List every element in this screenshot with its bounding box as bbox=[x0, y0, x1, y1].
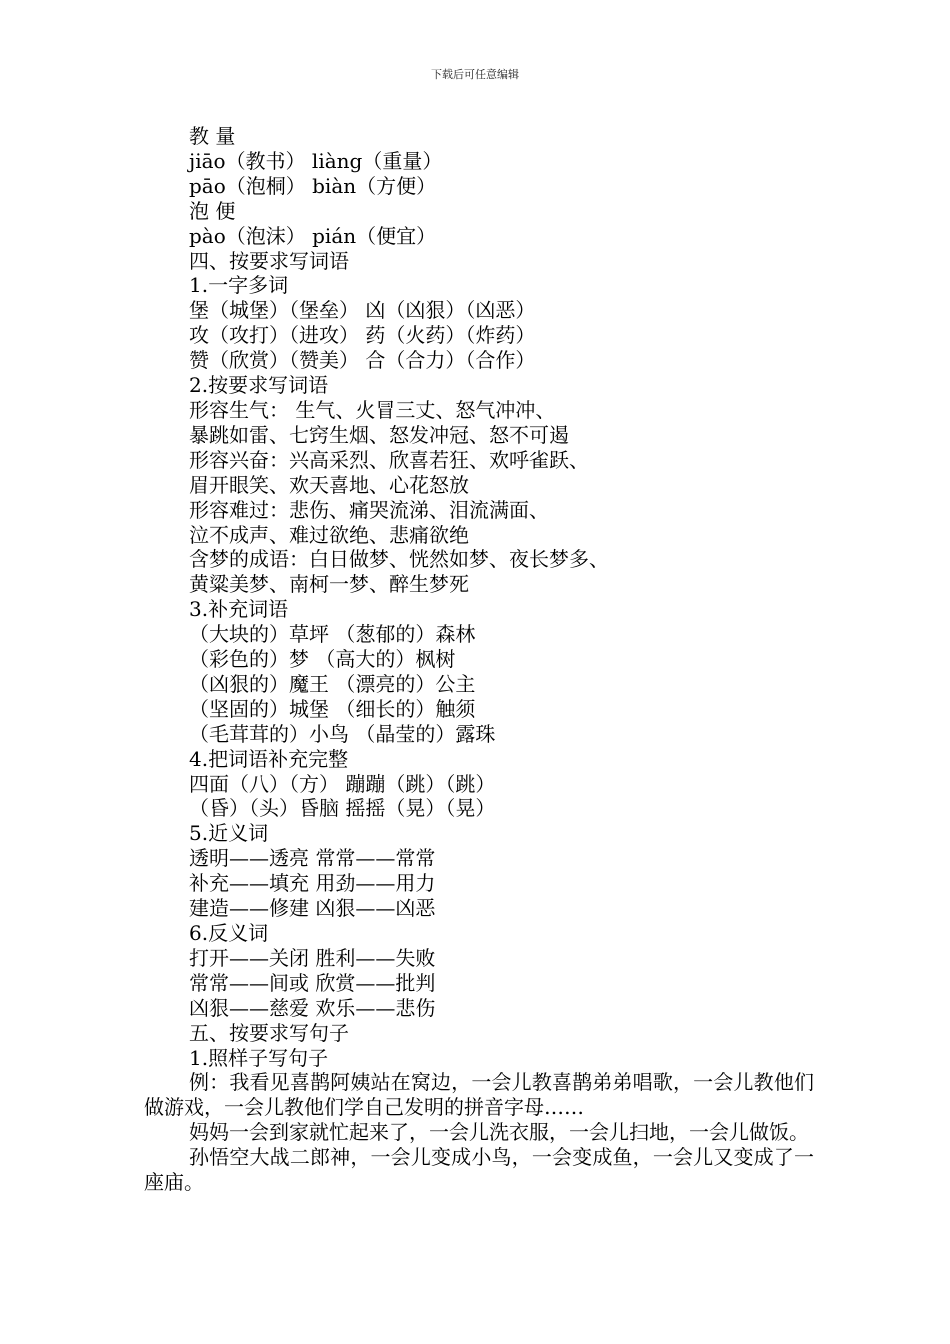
text-line: 赞（欣赏）（赞美） 合（合力）（合作） bbox=[189, 348, 536, 373]
section-heading: 五、按要求写句子 bbox=[189, 1020, 349, 1045]
text-line: 形容生气： 生气、火冒三丈、怒气冲冲、 bbox=[189, 397, 556, 422]
text-line: 形容难过：悲伤、痛哭流涕、泪流满面、 bbox=[189, 497, 549, 522]
subsection-heading: 6.反义词 bbox=[189, 921, 269, 945]
text-line: 暴跳如雷、七窍生烟、怒发冲冠、怒不可遏 bbox=[189, 422, 569, 447]
text-line: pào（泡沫） pián（便宜） bbox=[189, 223, 437, 248]
text-line: 泡 便 bbox=[189, 198, 236, 223]
text-line: 四面（八）（方） 蹦蹦（跳）（跳） bbox=[189, 771, 496, 796]
answer-paragraph: 孙悟空大战二郎神，一会儿变成小鸟，一会变成鱼，一会儿又变成了一座庙。 bbox=[144, 1145, 814, 1195]
text-line: 常常——间或 欣赏——批判 bbox=[189, 970, 436, 995]
subsection-heading: 3.补充词语 bbox=[189, 597, 289, 622]
text-line: 建造——修建 凶狠——凶恶 bbox=[189, 896, 436, 921]
text-line: （坚固的）城堡 （细长的）触须 bbox=[189, 696, 476, 721]
text-line: 教 量 bbox=[189, 124, 236, 148]
text-line: 含梦的成语：白日做梦、恍然如梦、夜长梦多、 bbox=[189, 547, 609, 572]
example-paragraph: 例：我看见喜鹊阿姨站在窝边，一会儿教喜鹊弟弟唱歌，一会儿教他们做游戏，一会儿教他们学自己发明的拼音字母…… bbox=[144, 1070, 814, 1120]
answer-paragraph: 妈妈一会到家就忙起来了，一会儿洗衣服，一会儿扫地，一会儿做饭。 bbox=[189, 1120, 809, 1145]
text-line: 堡（城堡）（堡垒） 凶（凶狠）（凶恶） bbox=[189, 298, 536, 323]
text-line: 凶狠——慈爱 欢乐——悲伤 bbox=[189, 995, 436, 1020]
subsection-heading: 4.把词语补充完整 bbox=[189, 746, 349, 771]
text-line: jiāo（教书） liàng（重量） bbox=[189, 148, 443, 173]
text-line: 泣不成声、难过欲绝、悲痛欲绝 bbox=[189, 522, 469, 547]
text-line: 透明——透亮 常常——常常 bbox=[189, 846, 436, 871]
text-line: （大块的）草坪 （葱郁的）森林 bbox=[189, 622, 476, 647]
subsection-heading: 2.按要求写词语 bbox=[189, 373, 329, 398]
subsection-heading: 5.近义词 bbox=[189, 821, 269, 846]
subsection-heading: 1.一字多词 bbox=[189, 273, 289, 298]
text-line: （彩色的）梦 （高大的）枫树 bbox=[189, 647, 456, 672]
text-line: 打开——关闭 胜利——失败 bbox=[189, 945, 436, 970]
subsection-heading: 1.照样子写句子 bbox=[189, 1045, 329, 1070]
text-line: pāo（泡桐） biàn（方便） bbox=[189, 173, 437, 198]
text-line: 攻（攻打）（进攻） 药（火药）（炸药） bbox=[189, 323, 536, 348]
text-line: （昏）（头）昏脑 摇摇（晃）（晃） bbox=[189, 796, 496, 821]
document-body bbox=[144, 124, 814, 1195]
section-heading: 四、按要求写词语 bbox=[189, 248, 349, 273]
text-line: 补充——填充 用劲——用力 bbox=[189, 871, 436, 896]
text-line: 黄粱美梦、南柯一梦、醉生梦死 bbox=[189, 572, 469, 597]
text-line: 形容兴奋：兴高采烈、欣喜若狂、欢呼雀跃、 bbox=[189, 447, 589, 472]
page-header-note: 下载后可任意编辑 bbox=[431, 68, 519, 81]
text-line: （毛茸茸的）小鸟 （晶莹的）露珠 bbox=[189, 721, 496, 746]
text-line: 眉开眼笑、欢天喜地、心花怒放 bbox=[189, 472, 469, 497]
text-line: （凶狠的）魔王 （漂亮的）公主 bbox=[189, 671, 476, 696]
